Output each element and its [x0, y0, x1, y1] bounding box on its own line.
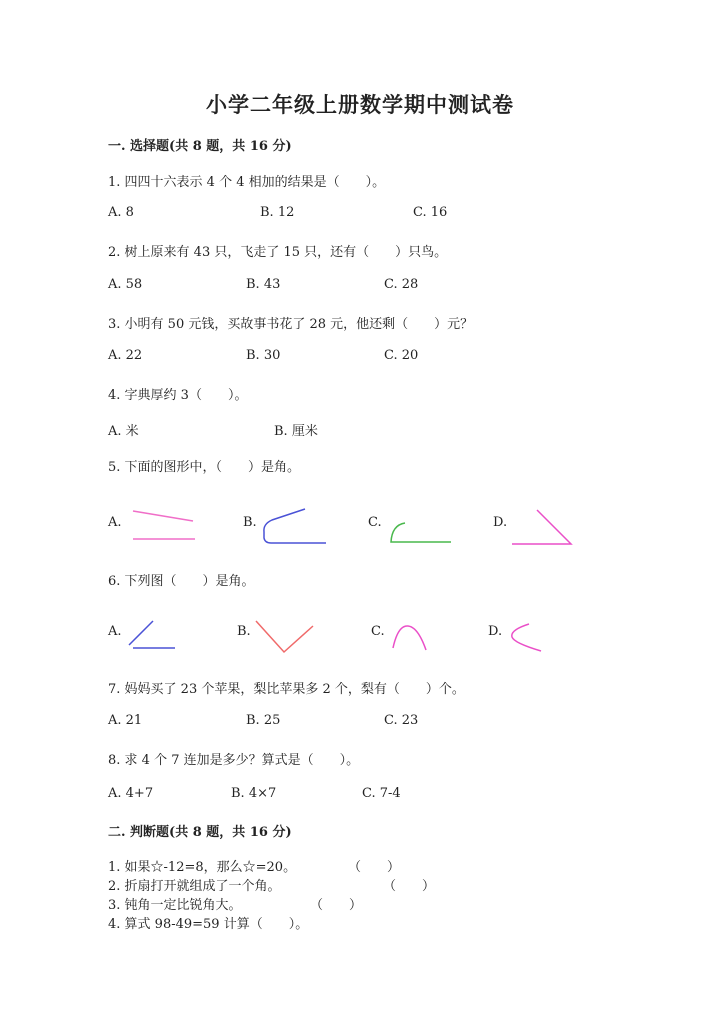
section-1-heading: 一. 选择题(共 8 题，共 16 分): [108, 139, 292, 154]
q1-option-b: B. 12: [260, 205, 295, 220]
q8-option-a: A. 4+7: [108, 786, 154, 801]
question-3: 3. 小明有 50 元钱，买故事书花了 28 元，他还剩（ ）元？: [108, 317, 474, 332]
q1-option-a: A. 8: [108, 205, 134, 220]
q6-figure-d: [512, 624, 541, 651]
q2-option-a: A. 58: [108, 277, 143, 292]
q4-option-a: A. 米: [108, 424, 139, 439]
q3-option-b: B. 30: [246, 348, 281, 363]
q3-option-a: A. 22: [108, 348, 143, 363]
q5-option-d: D.: [493, 515, 508, 530]
question-8: 8. 求 4 个 7 连加是多少？算式是（ ）。: [108, 753, 360, 768]
q6-option-a: A.: [108, 624, 122, 639]
question-4: 4. 字典厚约 3（ ）。: [108, 388, 248, 403]
judge-item-2-blank: （ ）: [383, 879, 436, 894]
q5-option-c: C.: [368, 515, 382, 530]
q6-option-d: D.: [488, 624, 503, 639]
q7-option-b: B. 25: [246, 713, 281, 728]
q6-option-b: B.: [237, 624, 251, 639]
q2-option-b: B. 43: [246, 277, 281, 292]
judge-item-3: 3. 钝角一定比锐角大。: [108, 898, 242, 913]
page-title: 小学二年级上册数学期中测试卷: [206, 92, 514, 117]
q3-option-c: C. 20: [384, 348, 419, 363]
question-7: 7. 妈妈买了 23 个苹果，梨比苹果多 2 个，梨有（ ）个。: [108, 682, 465, 697]
q6-figure-c: [393, 626, 426, 650]
q7-option-c: C. 23: [384, 713, 419, 728]
q5-option-a: A.: [108, 515, 122, 530]
question-2: 2. 树上原来有 43 只，飞走了 15 只，还有（ ）只鸟。: [108, 245, 448, 260]
question-1: 1. 四四十六表示 4 个 4 相加的结果是（ ）。: [108, 175, 386, 190]
q8-option-c: C. 7-4: [362, 786, 401, 801]
q7-option-a: A. 21: [108, 713, 143, 728]
judge-item-1: 1. 如果☆-12=8，那么☆=20。: [108, 860, 297, 875]
q4-option-b: B. 厘米: [274, 424, 318, 439]
q6-figure-b: [256, 621, 313, 652]
judge-item-2: 2. 折扇打开就组成了一个角。: [108, 879, 281, 894]
q6-option-c: C.: [371, 624, 385, 639]
question-6: 6. 下列图（ ）是角。: [108, 574, 255, 589]
q8-option-b: B. 4×7: [231, 786, 277, 801]
q1-option-c: C. 16: [413, 205, 448, 220]
section-2-heading: 二. 判断题(共 8 题，共 16 分): [108, 825, 292, 840]
judge-item-4: 4. 算式 98-49=59 计算（ ）。: [108, 917, 309, 932]
q6-figure-a: [129, 621, 175, 648]
judge-item-3-blank: （ ）: [310, 898, 363, 913]
q2-option-c: C. 28: [384, 277, 419, 292]
question-5: 5. 下面的图形中，（ ）是角。: [108, 460, 301, 475]
q5-option-b: B.: [243, 515, 257, 530]
judge-item-1-blank: （ ）: [348, 860, 401, 875]
